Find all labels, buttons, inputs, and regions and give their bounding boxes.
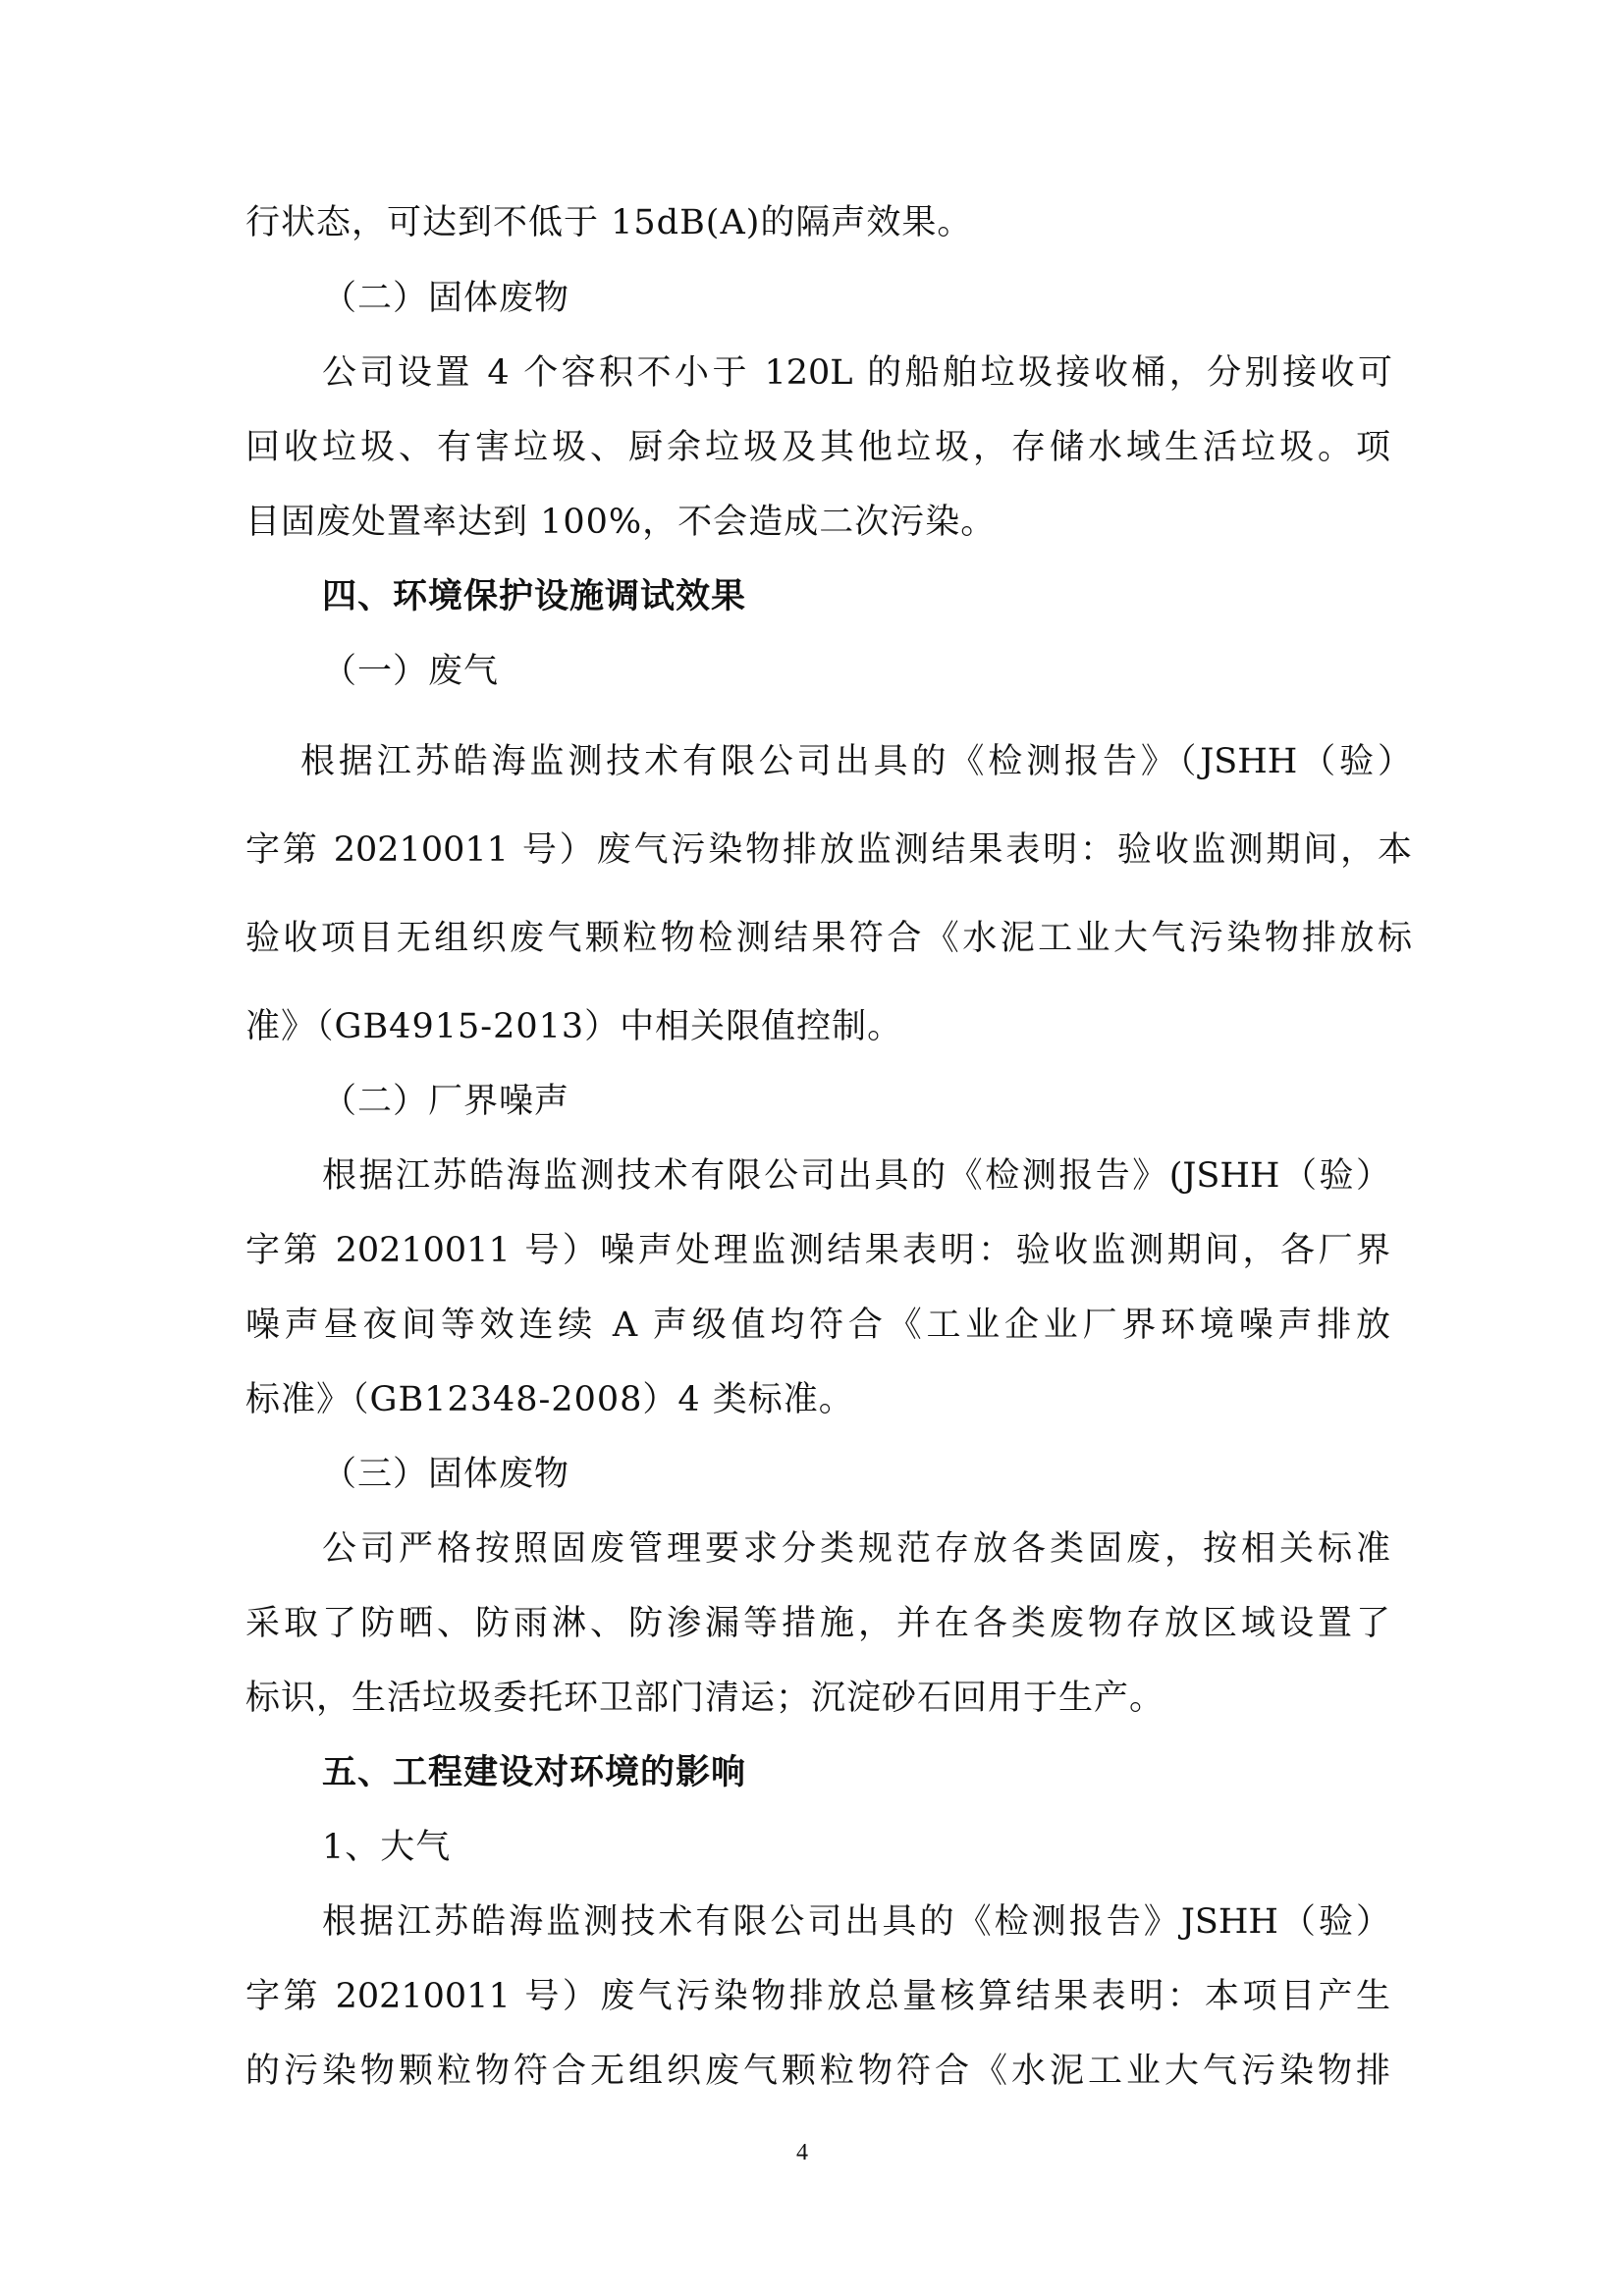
body-text-line: 标准》（GB12348-2008）4 类标准。 — [245, 1380, 854, 1419]
subsection-heading: 1、大气 — [322, 1828, 452, 1867]
subsection-heading: （二）厂界噪声 — [322, 1082, 570, 1121]
body-text-line: 字第 20210011 号）废气污染物排放总量核算结果表明：本项目产生 — [245, 1977, 1390, 2016]
body-text-line: 采取了防晒、防雨淋、防渗漏等措施，并在各类废物存放区域设置了 — [245, 1604, 1390, 1643]
body-text-line: 公司严格按照固废管理要求分类规范存放各类固废，按相关标准 — [322, 1529, 1390, 1569]
body-text-line: 的污染物颗粒物符合无组织废气颗粒物符合《水泥工业大气污染物排 — [245, 2052, 1390, 2091]
subsection-heading: （一）废气 — [322, 652, 500, 691]
page-number: 4 — [796, 2140, 808, 2165]
section-heading: 四、环境保护设施调试效果 — [322, 576, 747, 616]
body-text-line: 根据江苏皓海监测技术有限公司出具的《检测报告》（JSHH（验） — [300, 742, 1412, 781]
body-text-line: 根据江苏皓海监测技术有限公司出具的《检测报告》JSHH（验） — [322, 1902, 1390, 1942]
body-text-line: 公司设置 4 个容积不小于 120L 的船舶垃圾接收桶，分别接收可 — [322, 353, 1392, 393]
section-heading: 五、工程建设对环境的影响 — [322, 1752, 747, 1792]
body-text-line: 行状态，可达到不低于 15dB(A)的隔声效果。 — [245, 203, 973, 242]
body-text-line: 根据江苏皓海监测技术有限公司出具的《检测报告》(JSHH（验） — [322, 1156, 1390, 1196]
subsection-heading: （三）固体废物 — [322, 1455, 570, 1494]
body-text-line: 准》（GB4915-2013）中相关限值控制。 — [245, 1007, 903, 1046]
body-text-line: 回收垃圾、有害垃圾、厨余垃圾及其他垃圾，存储水域生活垃圾。项 — [245, 428, 1390, 467]
body-text-line: 目固废处置率达到 100%，不会造成二次污染。 — [245, 503, 997, 542]
body-text-line: 标识，生活垃圾委托环卫部门清运；沉淀砂石回用于生产。 — [245, 1679, 1165, 1718]
subsection-heading: （二）固体废物 — [322, 279, 570, 318]
body-text-line: 噪声昼夜间等效连续 A 声级值均符合《工业企业厂界环境噪声排放 — [245, 1306, 1390, 1345]
body-text-line: 字第 20210011 号）噪声处理监测结果表明：验收监测期间，各厂界 — [245, 1231, 1390, 1270]
body-text-line: 字第 20210011 号）废气污染物排放监测结果表明：验收监测期间，本 — [245, 830, 1412, 870]
body-text-line: 验收项目无组织废气颗粒物检测结果符合《水泥工业大气污染物排放标 — [245, 919, 1412, 958]
